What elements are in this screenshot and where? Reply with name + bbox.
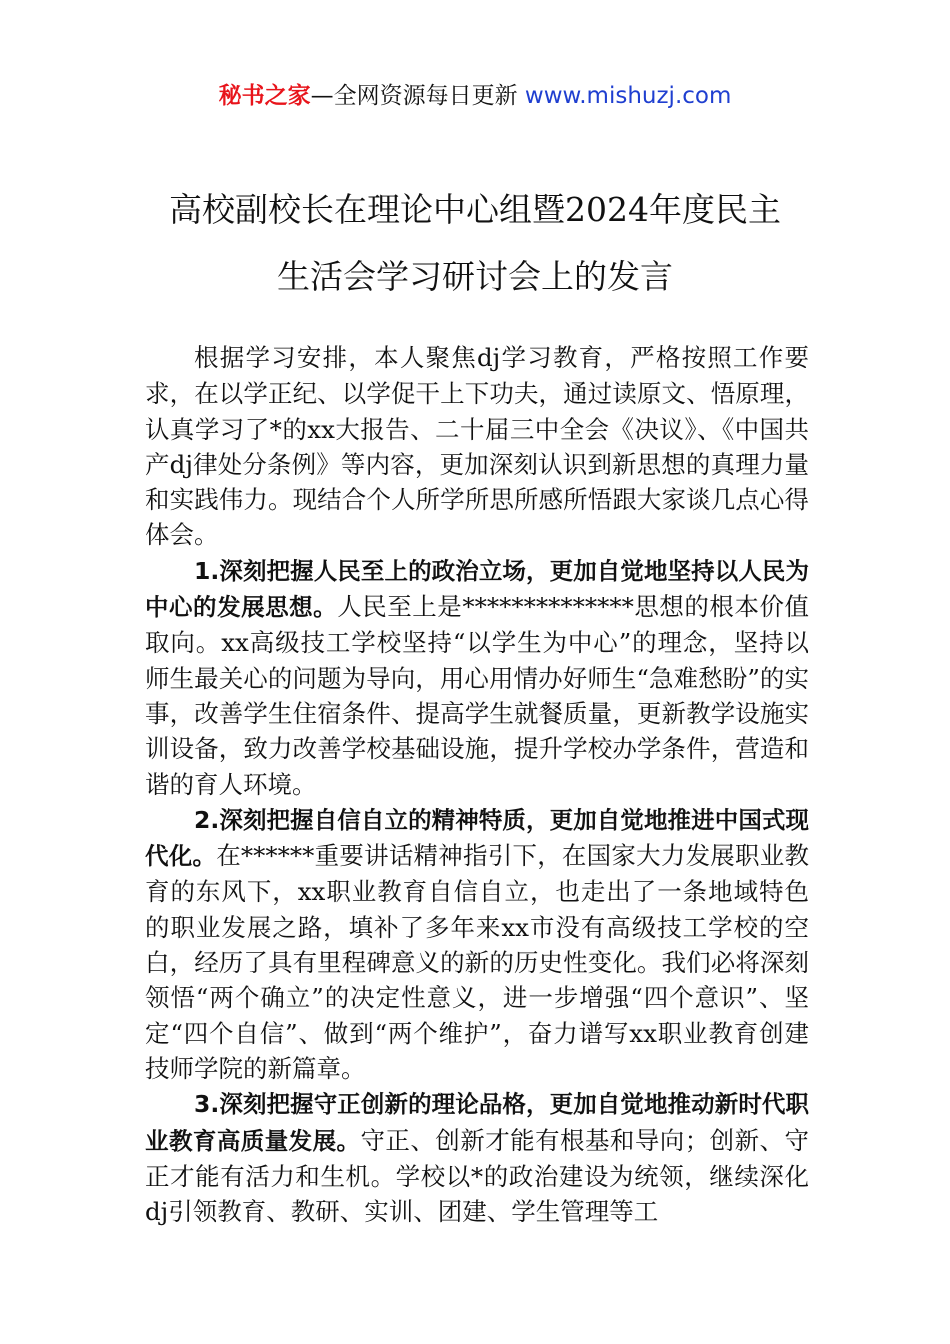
paragraph-text: 人民至上是**************思想的根本价值取向。xx高级技工学校坚持“以学生为中心”的理念，坚持以师生最关心的问题为导向，用心用情办好师生“急难愁盼”的实事，改善学生住宿条件、提高学生就餐质量，更新教学设施实训设备，致力改善学校基础设施，提升学校办学条件，营造和谐的育人环境。 <box>145 592 810 799</box>
section-heading-2: 2.深刻把握自信自立的精神特质，更加自觉地推进中国式现代化。 <box>145 805 809 871</box>
paragraph-text: 守正、创新才能有根基和导向；创新、守正才能有活力和生机。学校以*的政治建设为统领，继续深化dj引领教育、教研、实训、团建、学生管理等工 <box>145 1125 810 1227</box>
section-paragraph-1 <box>145 553 809 802</box>
intro-paragraph <box>145 340 809 553</box>
paragraph-text: 在******重要讲话精神指引下，在国家大力发展职业教育的东风下，xx职业教育自信自立，也走出了一条地域特色的职业发展之路，填补了多年来xx市没有高级技工学校的空白，经历了具有里程碑意义的新的历史性变化。我们必将深刻领悟“两个确立”的决定性意义，进一步增强“四个意识”、坚定“四个自信”、做到“两个维护”，奋力谱写xx职业教育创建技师学院的新篇章。 <box>145 841 809 1083</box>
document-title <box>130 176 820 310</box>
document-body <box>145 340 809 1229</box>
site-url-link[interactable]: www.mishuzj.com <box>524 83 732 109</box>
document-title-line-2: 生活会学习研讨会上的发言 <box>277 257 673 296</box>
section-paragraph-2 <box>145 802 809 1086</box>
site-header <box>0 80 950 112</box>
paragraph-text: 根据学习安排，本人聚焦dj学习教育，严格按照工作要求，在以学正纪、以学促干上下功夫，通过读原文、悟原理，认真学习了*的xx大报告、二十届三中全会《决议》、《中国共产dj律处分条例》等内容，更加深刻认识到新思想的真理力量和实践伟力。现结合个人所学所思所感所悟跟大家谈几点心得体会。 <box>145 343 809 550</box>
section-heading-1: 1.深刻把握人民至上的政治立场，更加自觉地坚持以人民为中心的发展思想。 <box>145 556 809 622</box>
section-heading-3: 3.深刻把握守正创新的理论品格，更加自觉地推动新时代职业教育高质量发展。 <box>145 1090 809 1155</box>
site-tagline: —全网资源每日更新 <box>310 83 525 109</box>
site-brand: 秘书之家 <box>218 83 311 109</box>
document-title-line-1: 高校副校长在理论中心组暨2024年度民主 <box>169 190 781 229</box>
section-paragraph-3 <box>145 1086 809 1229</box>
